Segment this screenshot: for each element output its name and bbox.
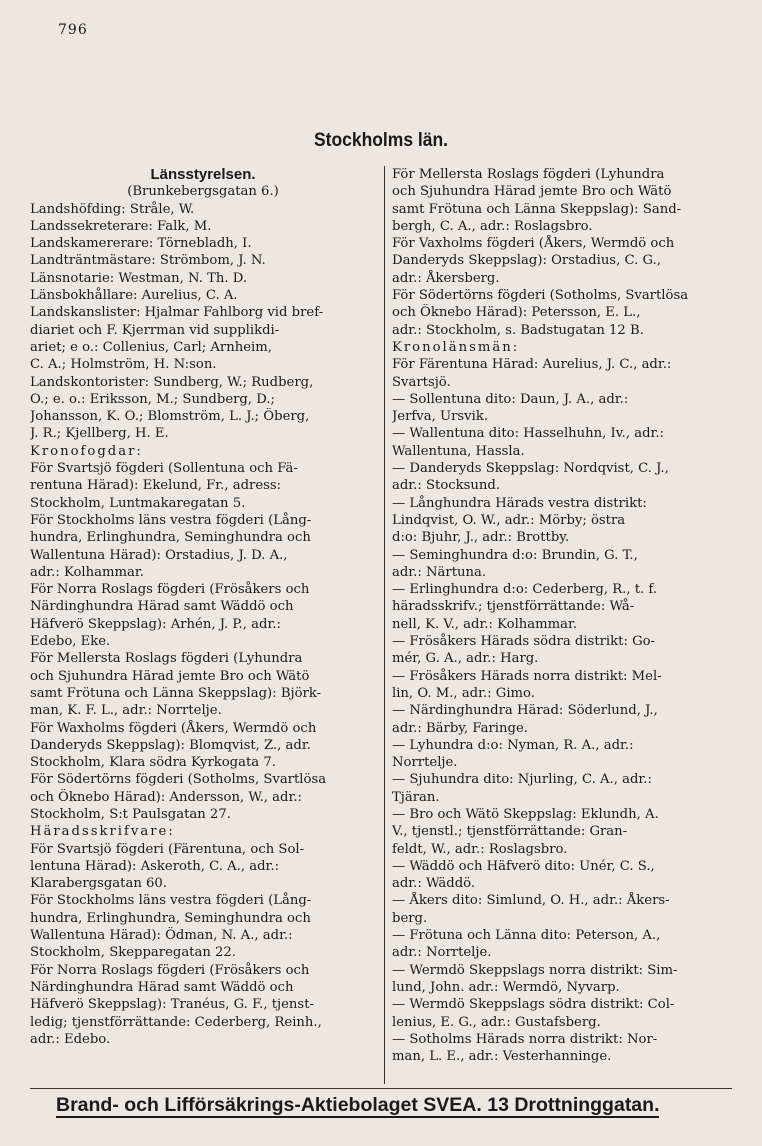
text-line: Stockholm, Klara södra Kyrkogata 7.	[30, 755, 276, 771]
text-line: (Brunkebergsgatan 6.)	[127, 184, 279, 200]
text-line: hundra, Erlinghundra, Seminghundra och	[30, 530, 311, 546]
text-line: — Frösåkers Härads norra distrikt: Mel-	[392, 668, 662, 684]
text-line: Landskanslister: Hjalmar Fahlborg vid bref-	[30, 305, 324, 321]
text-line: man, L. E., adr.: Vesterhanninge.	[392, 1049, 612, 1065]
text-line: och Sjuhundra Härad jemte Bro och Wätö	[30, 668, 310, 684]
text-line: rentuna Härad): Ekelund, Fr., adress:	[30, 478, 282, 494]
text-line: Wallentuna Härad): Orstadius, J. D. A.,	[30, 547, 288, 563]
text-line: För Färentuna Härad: Aurelius, J. C., adr.:	[392, 357, 672, 373]
text-line: Johansson, K. O.; Blomström, L. J.; Öberg,	[30, 409, 310, 425]
text-line: — Lyhundra d:o: Nyman, R. A., adr.:	[392, 737, 634, 753]
text-line: — Danderyds Skeppslag: Nordqvist, C. J.,	[392, 461, 669, 477]
text-line: feldt, W., adr.: Roslagsbro.	[392, 841, 568, 857]
page-title: Stockholms län.	[313, 130, 449, 151]
text-line: Häfverö Skeppslag): Tranéus, G. F., tjenst-	[30, 997, 314, 1013]
text-line: Landshöfding: Stråle, W.	[30, 201, 195, 217]
text-line: Kronolänsmän:	[392, 339, 520, 355]
text-line: och Öknebo Härad): Petersson, E. L.,	[392, 305, 641, 321]
text-line: Lindqvist, O. W., adr.: Mörby; östra	[392, 512, 626, 528]
text-line: Länsnotarie: Westman, N. Th. D.	[30, 270, 248, 286]
text-line: Tjäran.	[392, 789, 440, 805]
column-divider	[384, 166, 385, 1084]
text-line: nell, K. V., adr.: Kolhammar.	[392, 616, 578, 632]
text-line: Häradsskrifvare:	[30, 824, 175, 840]
text-line: lenius, E. G., adr.: Gustafsberg.	[392, 1014, 601, 1030]
text-line: berg.	[392, 910, 428, 926]
footer-text: Brand- och Lifförsäkrings-Aktiebolaget SVEA. 13 Drottninggatan.	[56, 1094, 660, 1116]
text-line: — Sjuhundra dito: Njurling, C. A., adr.:	[392, 772, 652, 788]
text-line: adr.: Wäddö.	[392, 876, 476, 892]
text-line: — Sotholms Härads norra distrikt: Nor-	[392, 1031, 658, 1047]
text-line: Landssekreterare: Falk, M.	[30, 218, 212, 234]
text-line: Stockholm, S:t Paulsgatan 27.	[30, 806, 231, 822]
text-line: — Åkers dito: Simlund, O. H., adr.: Åkers-	[392, 893, 670, 909]
text-line: samt Frötuna och Länna Skeppslag): Sand-	[392, 201, 682, 217]
text-line: mér, G. A., adr.: Harg.	[392, 651, 539, 667]
text-line: och Sjuhundra Härad jemte Bro och Wätö	[392, 184, 672, 200]
text-line: Landskamererare: Törnebladh, I.	[30, 236, 252, 252]
text-line: adr.: Norrtelje.	[392, 945, 492, 961]
text-line: — Sollentuna dito: Daun, J. A., adr.:	[392, 391, 629, 407]
footer-advertisement	[56, 1094, 659, 1117]
text-line: ledig; tjenstförrättande: Cederberg, Reinh.,	[30, 1014, 322, 1030]
footer-rule	[30, 1088, 732, 1089]
text-line: Stockholm, Luntmakaregatan 5.	[30, 495, 246, 511]
text-line: d:o: Bjuhr, J., adr.: Brottby.	[392, 530, 570, 546]
text-line: Jerfva, Ursvik.	[392, 409, 489, 425]
text-line: För Svartsjö fögderi (Sollentuna och Fä-	[30, 461, 298, 477]
text-line: Länsstyrelsen.	[150, 166, 256, 183]
text-line: adr.: Stockholm, s. Badstugatan 12 B.	[392, 322, 644, 338]
text-line: hundra, Erlinghundra, Seminghundra och	[30, 910, 311, 926]
text-line: För Mellersta Roslags fögderi (Lyhundra	[30, 651, 303, 667]
text-line: bergh, C. A., adr.: Roslagsbro.	[392, 218, 593, 234]
text-line: adr.: Kolhammar.	[30, 564, 144, 580]
text-line: — Wermdö Skeppslags södra distrikt: Col-	[392, 997, 675, 1013]
text-line: För Södertörns fögderi (Sotholms, Svartlösa	[30, 772, 327, 788]
text-line: Närdinghundra Härad samt Wäddö och	[30, 599, 294, 615]
text-line: För Vaxholms fögderi (Åkers, Wermdö och	[392, 236, 675, 252]
text-line: Svartsjö.	[392, 374, 451, 390]
page-number: 796	[58, 22, 88, 38]
text-line: — Seminghundra d:o: Brundin, G. T.,	[392, 547, 638, 563]
text-line: häradsskrifv.; tjenstförrättande: Wå-	[392, 599, 635, 615]
text-line: Häfverö Skeppslag): Arhén, J. P., adr.:	[30, 616, 281, 632]
text-line: För Stockholms läns vestra fögderi (Lång-	[30, 512, 312, 528]
text-line: lund, John. adr.: Wermdö, Nyvarp.	[392, 979, 620, 995]
text-line: För Stockholms läns vestra fögderi (Lång-	[30, 893, 312, 909]
text-line: — Erlinghundra d:o: Cederberg, R., t. f.	[392, 582, 658, 598]
text-line: Danderyds Skeppslag): Orstadius, C. G.,	[392, 253, 661, 269]
text-line: man, K. F. L., adr.: Norrtelje.	[30, 703, 222, 719]
text-line: V., tjenstl.; tjenstförrättande: Gran-	[392, 824, 628, 840]
text-line: Edebo, Eke.	[30, 634, 111, 650]
text-line: Norrtelje.	[392, 755, 458, 771]
text-line: Länsbokhållare: Aurelius, C. A.	[30, 288, 238, 304]
text-line: För Waxholms fögderi (Åkers, Wermdö och	[30, 720, 317, 736]
right-column	[392, 166, 738, 1065]
text-line: För Norra Roslags fögderi (Frösåkers och	[30, 962, 310, 978]
text-line: Landträntmästare: Strömbom, J. N.	[30, 253, 266, 269]
text-line: lentuna Härad): Askeroth, C. A., adr.:	[30, 858, 280, 874]
text-line: Danderyds Skeppslag): Blomqvist, Z., adr.	[30, 737, 311, 753]
text-line: Wallentuna, Hassla.	[392, 443, 525, 459]
text-line: — Frösåkers Härads södra distrikt: Go-	[392, 634, 656, 650]
text-line: Kronofogdar:	[30, 443, 143, 459]
text-line: Stockholm, Skepparegatan 22.	[30, 945, 236, 961]
text-line: — Närdinghundra Härad: Söderlund, J.,	[392, 703, 658, 719]
text-line: adr.: Bärby, Faringe.	[392, 720, 528, 736]
text-line: och Öknebo Härad): Andersson, W., adr.:	[30, 789, 302, 805]
text-line: — Bro och Wätö Skeppslag: Eklundh, A.	[392, 806, 659, 822]
text-line: adr.: Stocksund.	[392, 478, 501, 494]
text-line: Wallentuna Härad): Ödman, N. A., adr.:	[30, 928, 293, 944]
text-line: För Mellersta Roslags fögderi (Lyhundra	[392, 167, 665, 182]
text-line: — Wäddö och Häfverö dito: Unér, C. S.,	[392, 858, 655, 874]
text-line: J. R.; Kjellberg, H. E.	[30, 426, 169, 442]
text-line: lin, O. M., adr.: Gimo.	[392, 685, 535, 701]
text-line: För Norra Roslags fögderi (Frösåkers och	[30, 582, 310, 598]
text-line: Klarabergsgatan 60.	[30, 876, 167, 892]
text-line: — Frötuna och Länna dito: Peterson, A.,	[392, 928, 661, 944]
text-line: Landskontorister: Sundberg, W.; Rudberg,	[30, 374, 314, 390]
text-line: diariet och F. Kjerrman vid supplikdi-	[30, 322, 280, 338]
text-line: samt Frötuna och Länna Skeppslag): Björk-	[30, 685, 322, 701]
text-line: adr.: Åkersberg.	[392, 270, 500, 286]
left-column	[30, 166, 376, 1048]
text-line: — Wallentuna dito: Hasselhuhn, Iv., adr.:	[392, 426, 664, 442]
text-line: — Långhundra Härads vestra distrikt:	[392, 495, 647, 511]
text-line: O.; e. o.: Eriksson, M.; Sundberg, D.;	[30, 391, 275, 407]
text-line: — Wermdö Skeppslags norra distrikt: Sim-	[392, 962, 678, 978]
text-line: För Södertörns fögderi (Sotholms, Svartlösa	[392, 288, 689, 304]
text-line: Närdinghundra Härad samt Wäddö och	[30, 979, 294, 995]
text-line: adr.: Edebo.	[30, 1031, 111, 1047]
text-line: adr.: Närtuna.	[392, 564, 487, 580]
text-line: ariet; e o.: Collenius, Carl; Arnheim,	[30, 339, 272, 355]
text-line: C. A.; Holmström, H. N:son.	[30, 357, 217, 373]
text-line: För Svartsjö fögderi (Färentuna, och Sol-	[30, 841, 305, 857]
